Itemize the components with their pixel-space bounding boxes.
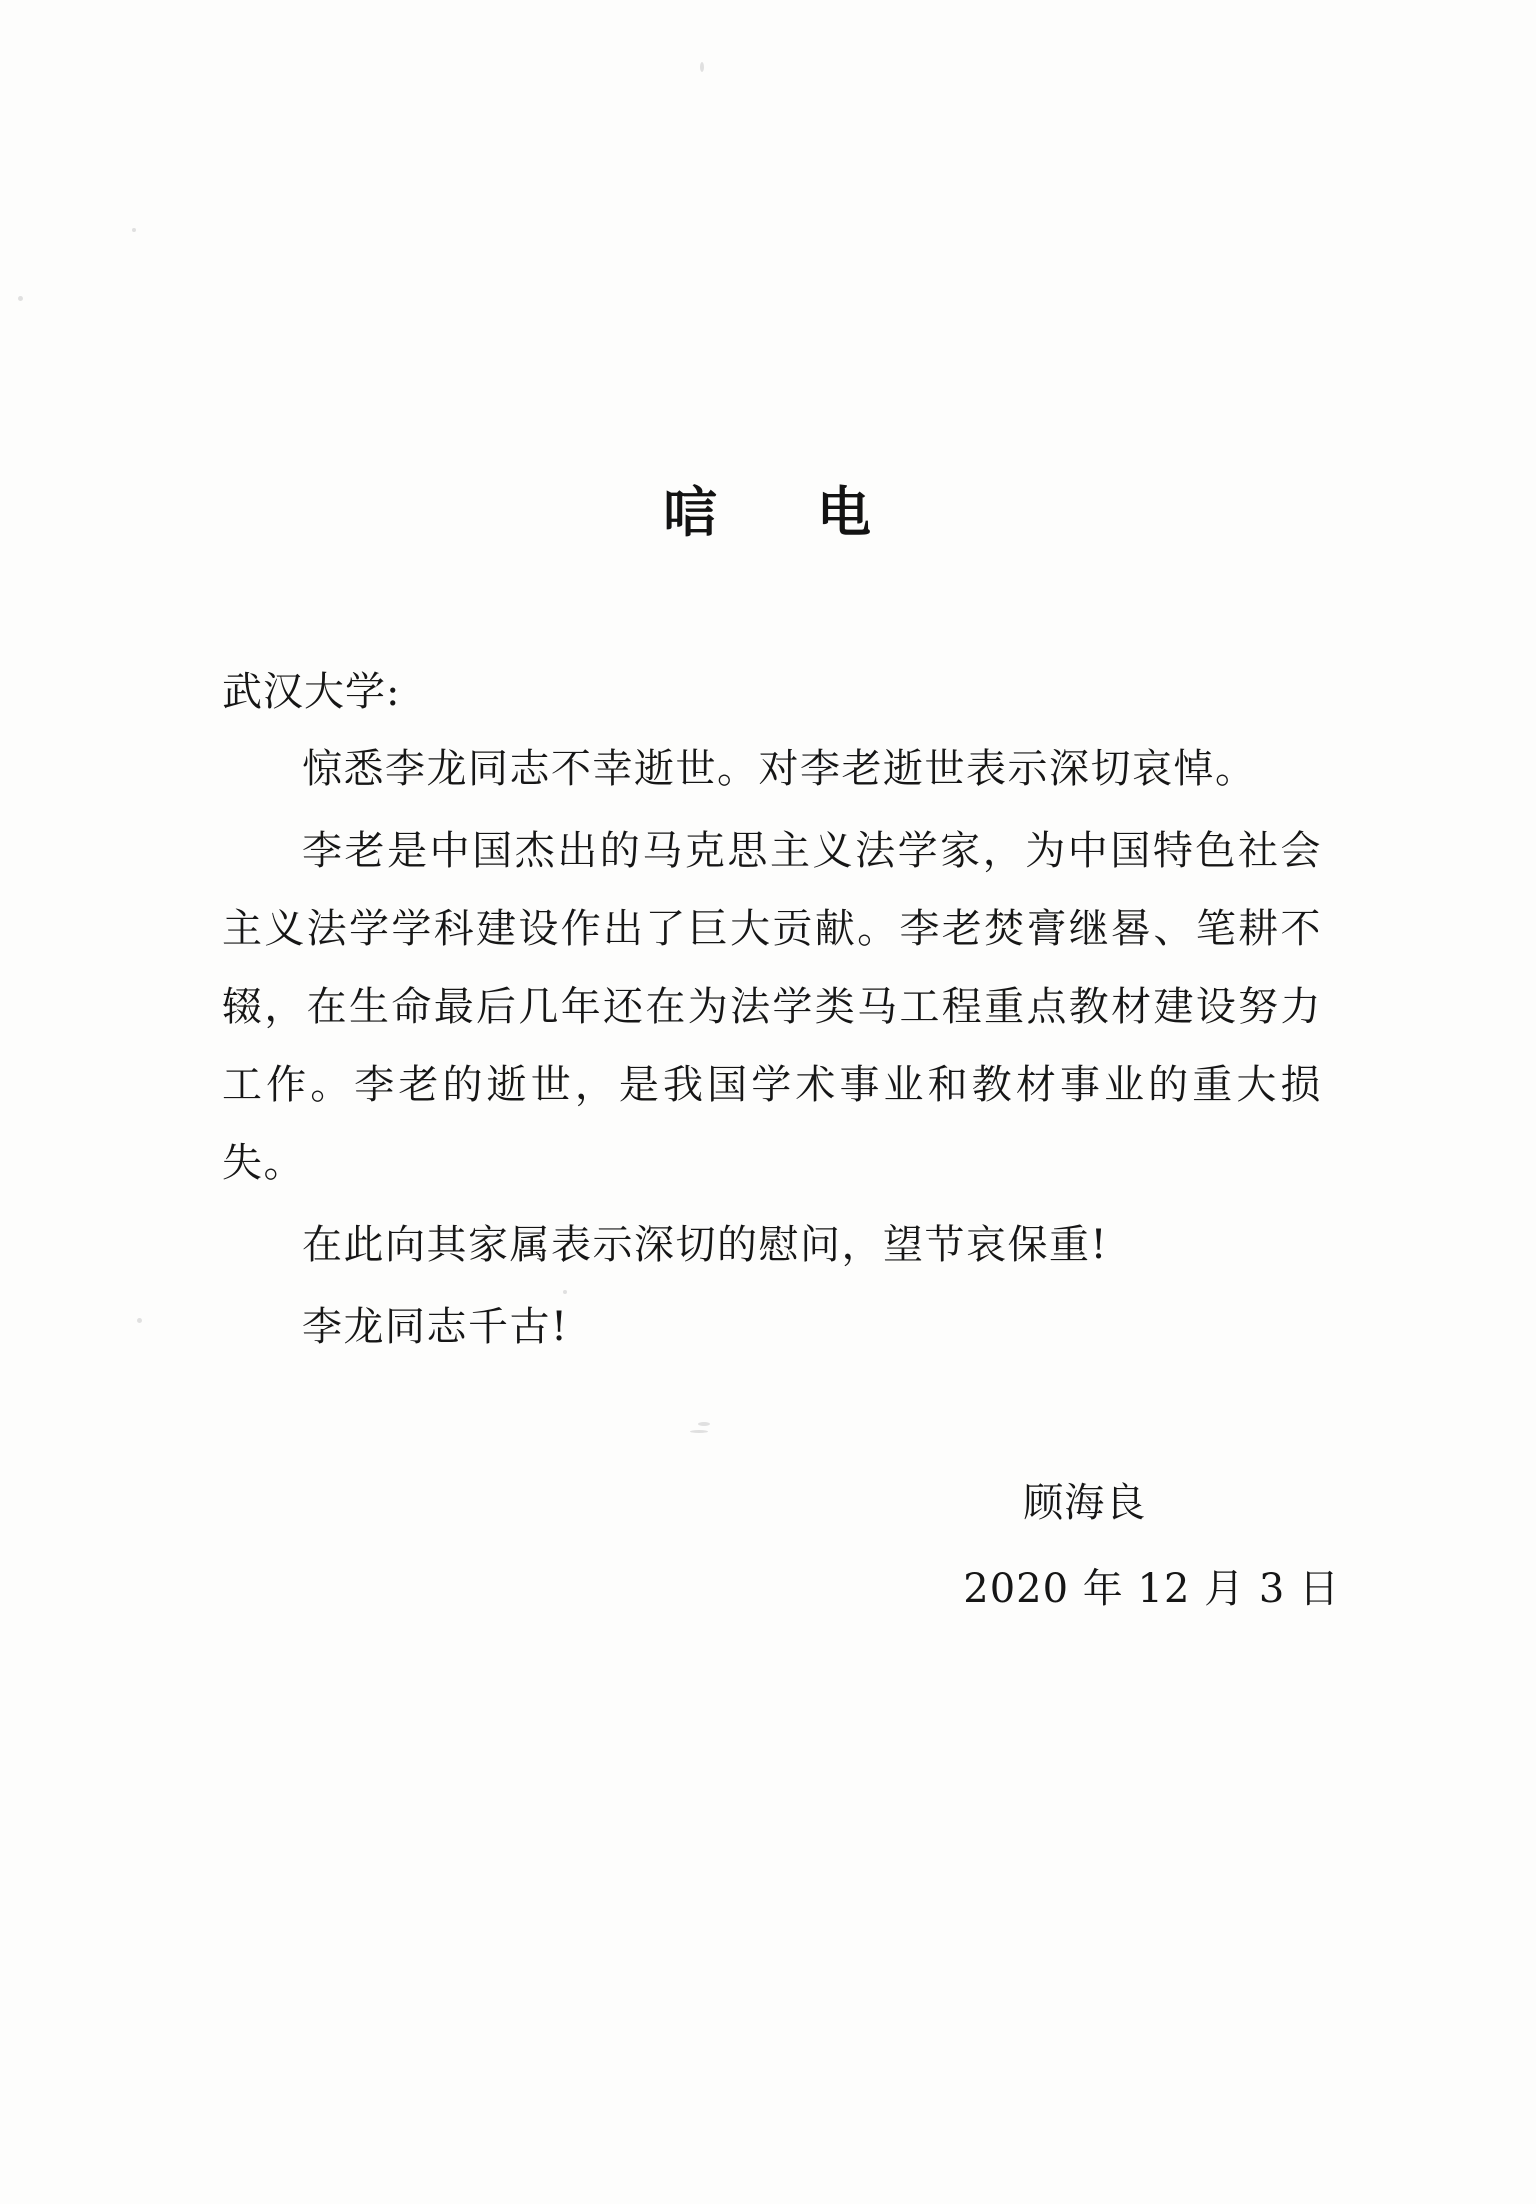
title-char-1: 唁 xyxy=(663,480,720,544)
paragraph: 李老是中国杰出的马克思主义法学家，为中国特色社会主义法学学科建设作出了巨大贡献。李老焚膏继晷、笔耕不辍，在生命最后几年还在为法学类马工程重点教材建设努力工作。李老的逝世，是我国学术事业和教材事业的重大损失。 xyxy=(222,828,1322,1186)
paragraph: 惊悉李龙同志不幸逝世。对李老逝世表示深切哀悼。 xyxy=(302,746,1257,792)
title-char-2: 电 xyxy=(816,480,873,544)
salutation: 武汉大学: xyxy=(222,669,401,715)
signature-name: 顾海良 xyxy=(1023,1480,1147,1526)
signature-date: 2020 年 12 月 3 日 xyxy=(963,1566,1340,1612)
paragraph: 在此向其家属表示深切的慰问，望节哀保重! xyxy=(302,1222,1109,1268)
letter-body xyxy=(222,730,1322,1370)
page-title xyxy=(0,470,1536,547)
paragraph: 李龙同志千古! xyxy=(302,1304,569,1350)
signature-block xyxy=(963,1460,1340,1632)
